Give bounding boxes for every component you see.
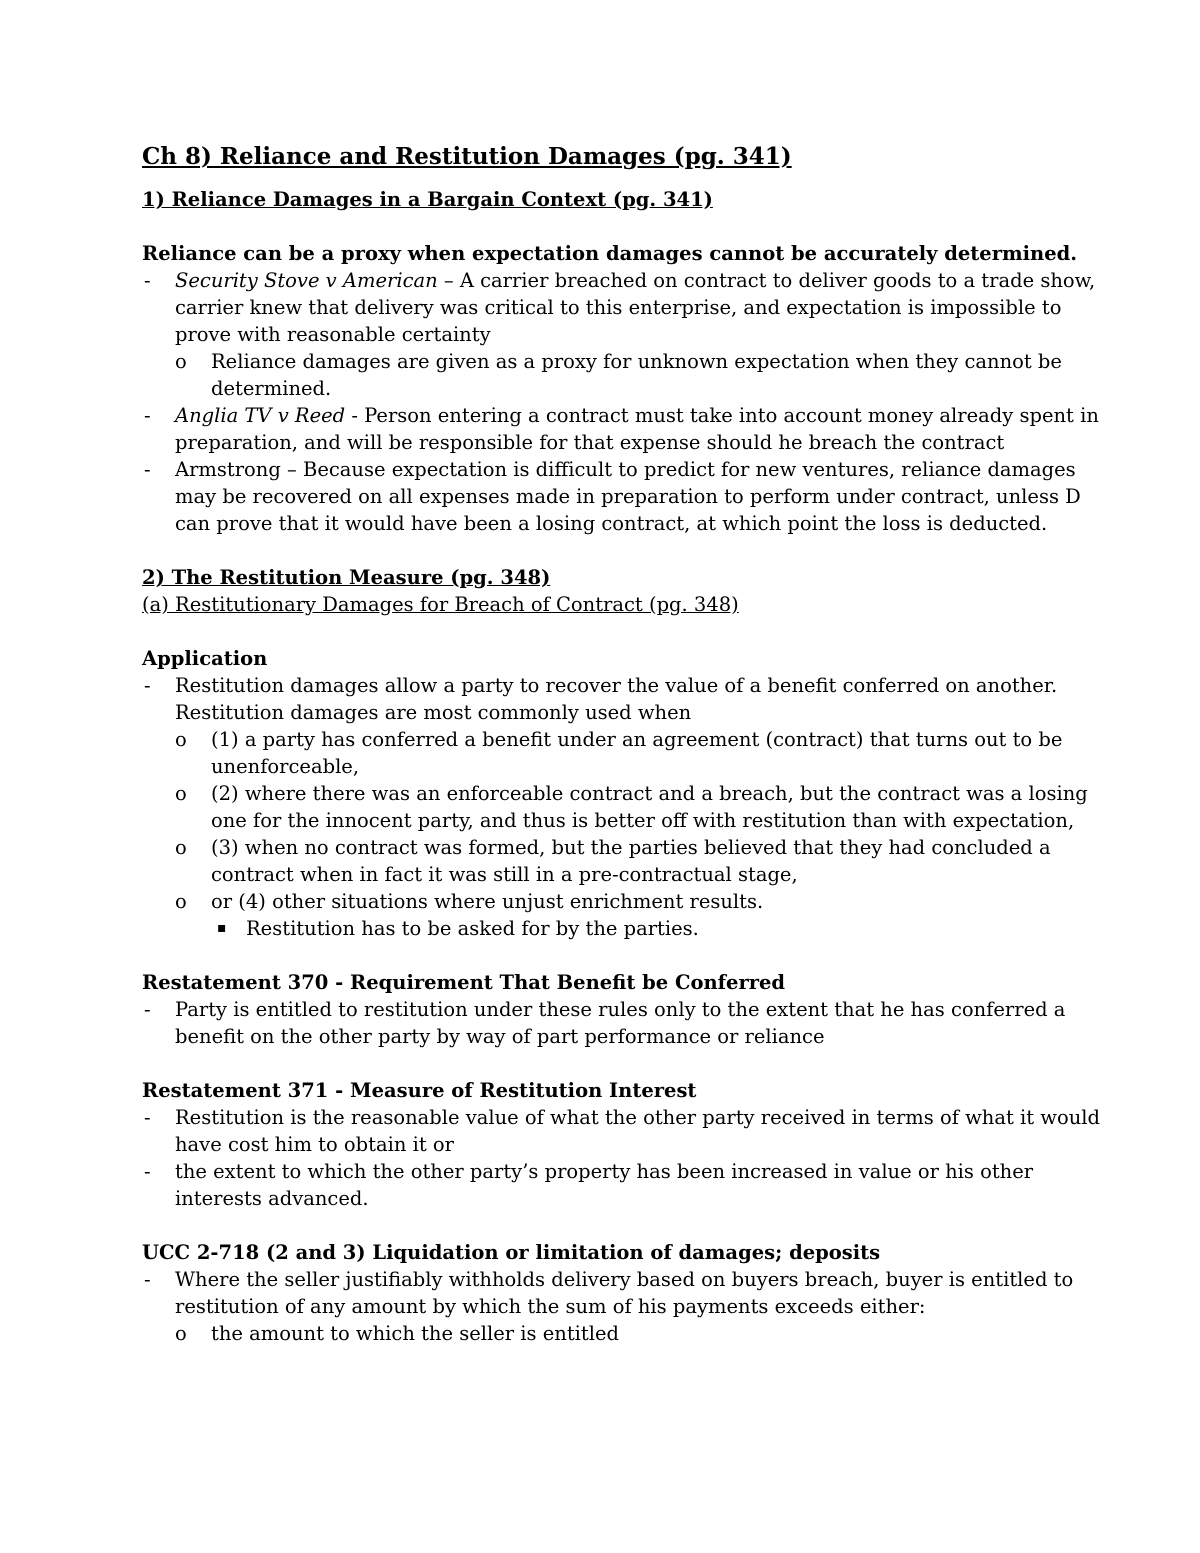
list-item-r371-a [142, 1104, 1101, 1158]
dash-bullet: - [144, 1268, 151, 1291]
circle-bullet: o [175, 728, 187, 751]
list-item-anglia [142, 402, 1099, 456]
sub-item-4 [142, 888, 1062, 915]
sub-item-1 [142, 726, 1062, 780]
list-item-text: may be recovered on all expenses made in preparation to perform under contract, unless D [175, 485, 1081, 508]
list-item-text: Party is entitled to restitution under these rules only to the extent that he has conferred a [175, 998, 1066, 1021]
list-item-text: the extent to which the other party’s property has been increased in value or his other [175, 1160, 1034, 1183]
list-item-text: Where the seller justifiably withholds delivery based on buyers breach, buyer is entitled to [175, 1268, 1074, 1291]
list-item-text: have cost him to obtain it or [175, 1133, 454, 1156]
circle-bullet: o [175, 782, 187, 805]
case-name: Anglia TV v Reed [175, 404, 346, 427]
list-item-text: preparation, and will be responsible for that expense should he breach the contract [175, 431, 1005, 454]
dash-bullet: - [144, 458, 151, 481]
sub-item-text: Reliance damages are given as a proxy for unknown expectation when they cannot be [211, 350, 1062, 373]
sub-item-text: determined. [211, 377, 332, 400]
sub-sub-item [142, 915, 1062, 942]
list-item-text: carrier knew that delivery was critical to this enterprise, and expectation is impossible to [175, 296, 1062, 319]
heading-restatement-371: Restatement 371 - Measure of Restitution Interest [142, 1079, 697, 1102]
sub-item-text: one for the innocent party, and thus is better off with restitution than with expectation, [211, 809, 1075, 832]
sub-item-ucc [142, 1320, 1062, 1347]
circle-bullet: o [175, 1322, 187, 1345]
dash-bullet: - [144, 674, 151, 697]
list-item-r370 [142, 996, 1066, 1050]
sub-item-2 [142, 780, 1088, 834]
page-title: Ch 8) Reliance and Restitution Damages (pg. 341) [142, 143, 792, 170]
dash-bullet: - [144, 998, 151, 1021]
list-item-text: - Person entering a contract must take into account money already spent in [345, 404, 1099, 427]
circle-bullet: o [175, 890, 187, 913]
sub-item-3 [142, 834, 1062, 888]
heading-ucc-2-718: UCC 2-718 (2 and 3) Liquidation or limitation of damages; deposits [142, 1241, 881, 1264]
dash-bullet: - [144, 1160, 151, 1183]
sub-item-text: contract when in fact it was still in a pre-contractual stage, [211, 863, 798, 886]
heading-restatement-370: Restatement 370 - Requirement That Benefit be Conferred [142, 971, 786, 994]
list-item-text: restitution of any amount by which the sum of his payments exceeds either: [175, 1295, 926, 1318]
sub-item-text: (2) where there was an enforceable contract and a breach, but the contract was a losing [211, 782, 1088, 805]
list-item-text: benefit on the other party by way of part performance or reliance [175, 1025, 825, 1048]
list-item-armstrong [142, 456, 1081, 537]
circle-bullet: o [175, 350, 187, 373]
sub-item-text: or (4) other situations where unjust enrichment results. [211, 890, 764, 913]
section-heading-restitution: 2) The Restitution Measure (pg. 348) [142, 566, 551, 589]
dash-bullet: - [144, 404, 151, 427]
document-page [142, 140, 1101, 1347]
list-item-text: prove with reasonable certainty [175, 323, 491, 346]
sub-sub-item-text: Restitution has to be asked for by the parties. [246, 917, 699, 940]
list-item-application [142, 672, 1062, 726]
list-item-text: Restitution damages allow a party to recover the value of a benefit conferred on another. [175, 674, 1058, 697]
list-item-r371-b [142, 1158, 1062, 1212]
square-bullet: ▪ [217, 920, 227, 936]
list-item-text: Restitution damages are most commonly used when [175, 701, 692, 724]
list-item-ucc [142, 1266, 1074, 1320]
section-heading-reliance: 1) Reliance Damages in a Bargain Context (pg. 341) [142, 188, 713, 211]
list-item-text: Restitution is the reasonable value of what the other party received in terms of what it would [175, 1106, 1101, 1129]
heading-application: Application [142, 647, 268, 670]
dash-bullet: - [144, 1106, 151, 1129]
sub-item-text: (3) when no contract was formed, but the parties believed that they had concluded a [211, 836, 1051, 859]
list-item-text: Armstrong – Because expectation is difficult to predict for new ventures, reliance damages [175, 458, 1076, 481]
sub-item-text: (1) a party has conferred a benefit under an agreement (contract) that turns out to be [211, 728, 1063, 751]
circle-bullet: o [175, 836, 187, 859]
lead-statement: Reliance can be a proxy when expectation damages cannot be accurately determined. [142, 242, 1078, 265]
list-item-text: – A carrier breached on contract to deliver goods to a trade show, [437, 269, 1096, 292]
subsection-heading: (a) Restitutionary Damages for Breach of Contract (pg. 348) [142, 593, 739, 616]
case-name: Security Stove v American [175, 269, 438, 292]
sub-item-reliance-proxy [142, 348, 1062, 402]
list-item-text: can prove that it would have been a losing contract, at which point the loss is deducted. [175, 512, 1048, 535]
list-item-security-stove [142, 267, 1096, 348]
list-item-text: interests advanced. [175, 1187, 369, 1210]
dash-bullet: - [144, 269, 151, 292]
sub-item-text: the amount to which the seller is entitled [211, 1322, 620, 1345]
sub-item-text: unenforceable, [211, 755, 360, 778]
